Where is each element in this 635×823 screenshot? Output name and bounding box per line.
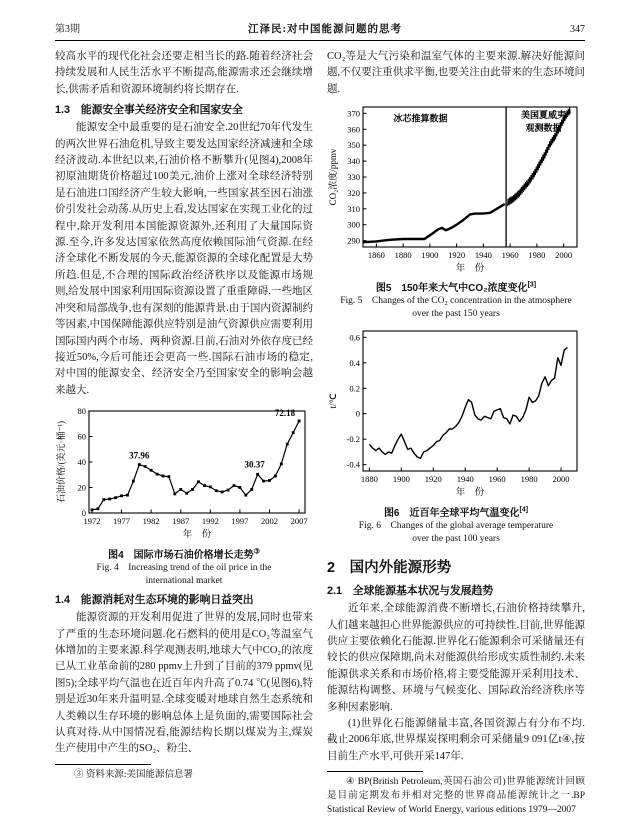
figure-6-caption-zh: 图6 近百年全球平均气温变化[4]	[383, 506, 529, 520]
svg-text:1992: 1992	[201, 516, 219, 527]
svg-text:60: 60	[77, 431, 86, 442]
svg-text:1960: 1960	[488, 474, 506, 485]
footnote-3: ③ 资料来源:美国能源信息署	[74, 769, 194, 780]
figure-4-caption-zh: 图4 国际市场石油价格增长走势③	[108, 548, 260, 562]
paragraph-fossil-reserves: (1)世界化石能源储量丰富,各国资源占有分布不均.截止2006年底,世界煤炭探明剩余可采储量9 091亿t④,按目前生产水平,可供开采147年.	[327, 718, 585, 762]
svg-text:2000: 2000	[552, 474, 570, 485]
svg-text:0.6: 0.6	[349, 332, 360, 343]
svg-text:0.4: 0.4	[349, 358, 360, 369]
right-column	[327, 49, 585, 818]
svg-text:300: 300	[347, 219, 360, 230]
heading-1-4: 1.4 能源消耗对生态环境的影响日益突出	[55, 594, 254, 607]
paragraph-intro-continuation: 较高水平的现代化社会还要走相当长的路.随着经济社会持续发展和人民生活水平不断提高,能源需求还会继续增长,供需矛盾和资源环境制约将长期存在.	[55, 51, 313, 95]
figure-6-citation-mark: [4]	[519, 506, 529, 514]
footnote-3-marker: ③	[74, 769, 84, 780]
svg-text:-0.2: -0.2	[346, 434, 360, 445]
left-footnote-block	[55, 764, 313, 783]
svg-text:1972: 1972	[83, 516, 101, 527]
global-temperature-chart	[327, 325, 585, 503]
footnote-4-marker: ④	[346, 777, 355, 788]
svg-text:1900: 1900	[421, 250, 439, 261]
svg-text:0: 0	[81, 508, 86, 519]
svg-text:1980: 1980	[520, 474, 538, 485]
svg-text:石油价格/(美元·桶⁻¹): 石油价格/(美元·桶⁻¹)	[56, 421, 66, 504]
footnote-4: ④ BP(British Petroleum,英国石油公司)世界能源统计回顾是目前定期发布并相对完整的世界商品能源统计之一.BP Statistical Review of World Energy, various editions 1979—2007	[327, 777, 585, 815]
paragraph-global-energy: 近年来,全球能源消费不断增长,石油价格持续攀升,人们越来越担心世界能源供应的可持续性.目前,世界能源供应主要依赖化石能源.世界化石能源剩余可采储量还有较长的供应保障期,尚未对能源供给形成实质性制约.未来能源供求关系和市场价格,将主要受能源开采利用技术、能源结构调整、环境与气候变化、国际政治经济秩序等多种因素影响.	[327, 603, 585, 713]
figure-4	[55, 403, 313, 588]
right-footnote-block	[327, 771, 585, 817]
svg-text:1987: 1987	[172, 516, 190, 527]
figure-5-caption-zh: 图5 150年来大气中CO₂浓度变化[3]	[375, 281, 537, 295]
svg-text:1860: 1860	[367, 250, 385, 261]
running-title: 江泽民:对中国能源问题的思考	[248, 24, 402, 35]
svg-text:40: 40	[77, 457, 86, 468]
svg-text:1880: 1880	[360, 474, 378, 485]
two-column-body	[55, 49, 585, 818]
svg-text:360: 360	[347, 124, 360, 135]
svg-text:1920: 1920	[448, 250, 466, 261]
svg-text:冰芯推算数据: 冰芯推算数据	[393, 113, 448, 124]
figure-5-caption-en: Fig. 5 Changes of the CO₂ concentration in the atmosphere over the past 150 years	[340, 296, 572, 320]
svg-text:80: 80	[77, 406, 86, 417]
svg-text:350: 350	[347, 140, 360, 151]
svg-text:1980: 1980	[528, 250, 546, 261]
page-header	[55, 20, 585, 40]
svg-text:0.2: 0.2	[349, 383, 360, 394]
svg-text:2007: 2007	[290, 516, 308, 527]
issue-number: 第3期	[55, 24, 80, 35]
heading-2: 2 国内外能源形势	[327, 560, 452, 577]
svg-text:30.37: 30.37	[244, 459, 265, 470]
figure-4-footnote-mark: ③	[253, 548, 260, 556]
svg-text:年 份: 年 份	[182, 530, 212, 541]
heading-1-3: 1.3 能源安全事关经济安全和国家安全	[55, 104, 243, 117]
header-rule	[55, 40, 585, 41]
figure-6-caption-en: Fig. 6 Changes of the global average temperature over the past 100 years	[358, 521, 554, 545]
svg-text:2002: 2002	[260, 516, 278, 527]
svg-text:-0.4: -0.4	[346, 459, 360, 470]
svg-text:t/℃: t/℃	[328, 393, 338, 409]
paragraph-energy-security: 能源安全中最重要的是石油安全.20世纪70年代发生的两次世界石油危机,导致主要发达国家经济减速和全球经济波动.本世纪以来,石油价格不断攀升(见图4),2008年初原油期货价格超过100美元,油价上涨对全球经济特别是石油进口国经济产生较大影响,一些国家甚至因石油涨价引发社会动荡.从历史上看,发达国家在实现工业化的过程中,除开发利用本国能源资源外,还利用了大量国际资源.至今,许多发达国家依然高度依赖国际油气资源.在经济全球化不断发展的今天,能源资源的全球化配置是大势所趋.但是,不合理的国际政治经济秩序以及能源市场规则,给发展中国家利用国际资源设置了重重障碍.一些地区冲突和局部战争,也有深刻的能源背景.由于国内资源制约等因素,中国保障能源供应特别是油气资源供应需要利用国际国内两个市场、两种资源.目前,石油对外依存度已经接近50%,今后可能还会更高一些.国际石油市场的稳定,对中国的能源安全、经济安全乃至国家安全的影响会越来越大.	[55, 122, 313, 396]
svg-text:年 份: 年 份	[455, 488, 485, 499]
svg-text:1977: 1977	[113, 516, 131, 527]
svg-text:72.18: 72.18	[274, 408, 296, 419]
svg-text:0: 0	[355, 408, 360, 419]
svg-text:20: 20	[77, 482, 86, 493]
svg-text:年 份: 年 份	[455, 264, 485, 275]
svg-text:2000: 2000	[555, 250, 573, 261]
svg-text:37.96: 37.96	[129, 450, 150, 461]
co2-concentration-chart	[327, 102, 585, 278]
svg-text:CO₂浓度/ppmv: CO₂浓度/ppmv	[328, 148, 338, 206]
figure-5	[327, 102, 585, 321]
svg-text:1900: 1900	[392, 474, 410, 485]
svg-text:330: 330	[347, 172, 360, 183]
paragraph-co2-continuation: CO₂等是大气污染和温室气体的主要来源.解决好能源问题,不仅要注重供求平衡,也要关注由此带来的生态环境问题.	[327, 51, 585, 95]
svg-text:290: 290	[347, 235, 360, 246]
left-column	[55, 49, 313, 818]
svg-text:观测数据: 观测数据	[525, 123, 562, 134]
footnote-rule	[55, 764, 151, 765]
svg-text:340: 340	[347, 156, 360, 167]
figure-5-citation-mark: [3]	[527, 281, 537, 289]
svg-text:1997: 1997	[231, 516, 249, 527]
svg-text:美国夏威夷: 美国夏威夷	[521, 110, 567, 121]
figure-4-caption-en: Fig. 4 Increasing trend of the oil price in the international market	[96, 563, 272, 587]
footnote-rule	[327, 771, 423, 772]
svg-text:1920: 1920	[424, 474, 442, 485]
figure-6	[327, 325, 585, 546]
svg-text:320: 320	[347, 188, 360, 199]
page-number: 347	[570, 24, 585, 35]
svg-text:1880: 1880	[394, 250, 412, 261]
paragraph-eco-impact: 能源资源的开发利用促进了世界的发展,同时也带来了严重的生态环境问题.化石燃料的使用是CO₂等温室气体增加的主要来源.科学观测表明,地球大气中CO₂的浓度已从工业革命前的280 ppmv上升到了目前的379 ppmv(见图5);全球平均气温也在近百年内升高了0.74 ℃(见图6),特别是近30年来升温明显.全球变暖对地球自然生态系统和人类赖以生存环境的影响总体上是负面的,需要国际社会认真对待.从中国情况看,能源结构长期以煤炭为主,煤炭生产使用中产生的SO₂、粉尘、	[55, 612, 313, 755]
svg-text:1982: 1982	[142, 516, 160, 527]
svg-text:1940: 1940	[456, 474, 474, 485]
svg-text:1960: 1960	[501, 250, 519, 261]
svg-text:310: 310	[347, 204, 360, 215]
svg-text:370: 370	[347, 108, 360, 119]
oil-price-chart	[55, 403, 313, 545]
svg-text:1940: 1940	[474, 250, 492, 261]
heading-2-1: 2.1 全球能源基本状况与发展趋势	[327, 585, 494, 598]
